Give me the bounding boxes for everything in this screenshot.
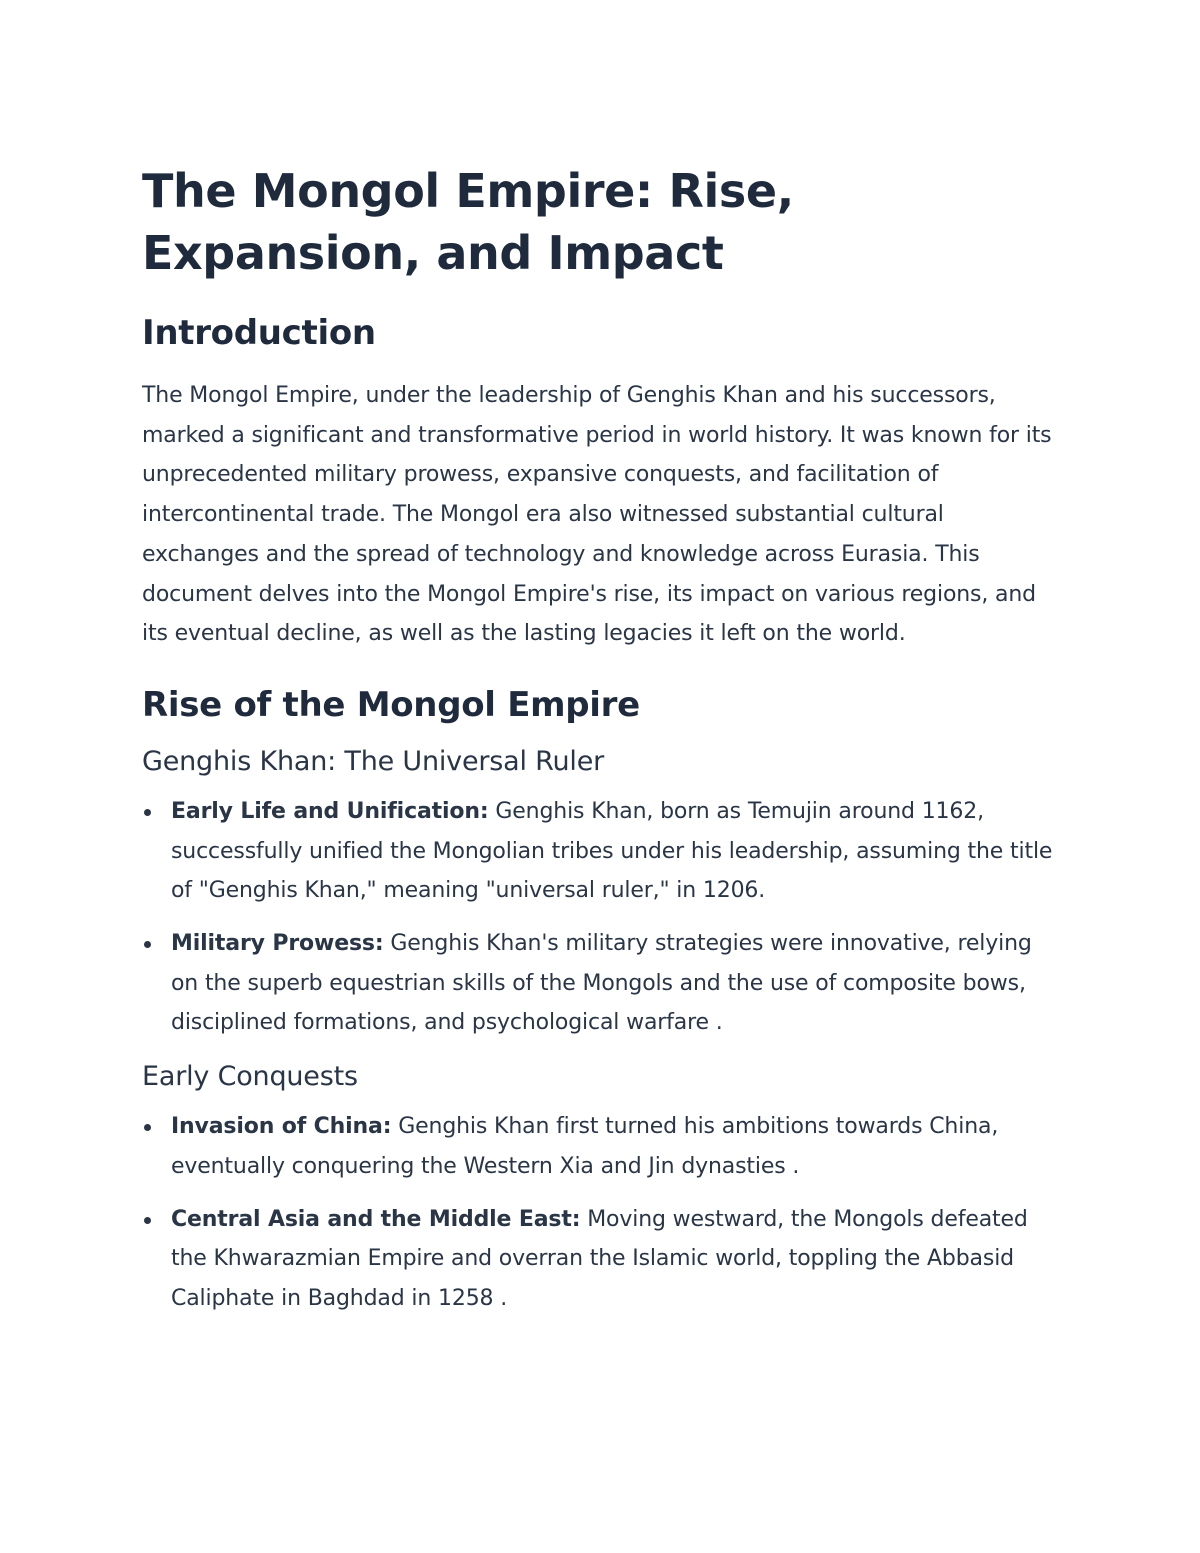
bullet-term: Central Asia and the Middle East: (171, 1206, 581, 1232)
list-item (142, 792, 1062, 911)
bullet-icon (144, 1217, 151, 1224)
bullet-icon (144, 809, 151, 816)
conquests-list (142, 1107, 1062, 1319)
introduction-heading: Introduction (142, 313, 376, 353)
bullet-term: Military Prowess: (171, 931, 384, 957)
bullet-text: Genghis Khan first turned his ambitions towards China, eventually conquering the Western Xia and Jin dynasties . (171, 1114, 999, 1179)
bullet-text: Genghis Khan's military strategies were innovative, relying on the superb equestrian skills of the Mongols and the use of composite bows, disciplined formations, and psychological warfare . (171, 931, 1032, 1036)
rise-heading: Rise of the Mongol Empire (142, 684, 640, 725)
document-title: The Mongol Empire: Rise, Expansion, and Impact (142, 164, 794, 280)
bullet-icon (144, 941, 151, 948)
conquests-subheading: Early Conquests (142, 1061, 358, 1093)
document-page (142, 160, 1062, 1332)
bullet-term: Invasion of China: (171, 1114, 392, 1140)
bullet-icon (144, 1124, 151, 1131)
list-item (142, 924, 1062, 1043)
bullet-term: Early Life and Unification: (171, 798, 489, 824)
genghis-list (142, 792, 1062, 1043)
genghis-subheading: Genghis Khan: The Universal Ruler (142, 745, 605, 777)
list-item (142, 1107, 1062, 1186)
introduction-paragraph: The Mongol Empire, under the leadership of Genghis Khan and his successors, marked a significant and transformative period in world history. It was known for its unprecedented military prowess, expansive conquests, and facilitation of intercontinental trade. The Mongol era also witnessed substantial cultural exchanges and the spread of technology and knowledge across Eurasia. This document delves into the Mongol Empire's rise, its impact on various regions, and its eventual decline, as well as the lasting legacies it left on the world. (142, 383, 1052, 647)
bullet-text: Moving westward, the Mongols defeated the Khwarazmian Empire and overran the Islamic world, toppling the Abbasid Caliphate in Baghdad in 1258 . (171, 1206, 1028, 1311)
list-item (142, 1200, 1062, 1319)
bullet-text: Genghis Khan, born as Temujin around 1162, successfully unified the Mongolian tribes under his leadership, assuming the title of "Genghis Khan," meaning "universal ruler," in 1206. (171, 798, 1053, 904)
